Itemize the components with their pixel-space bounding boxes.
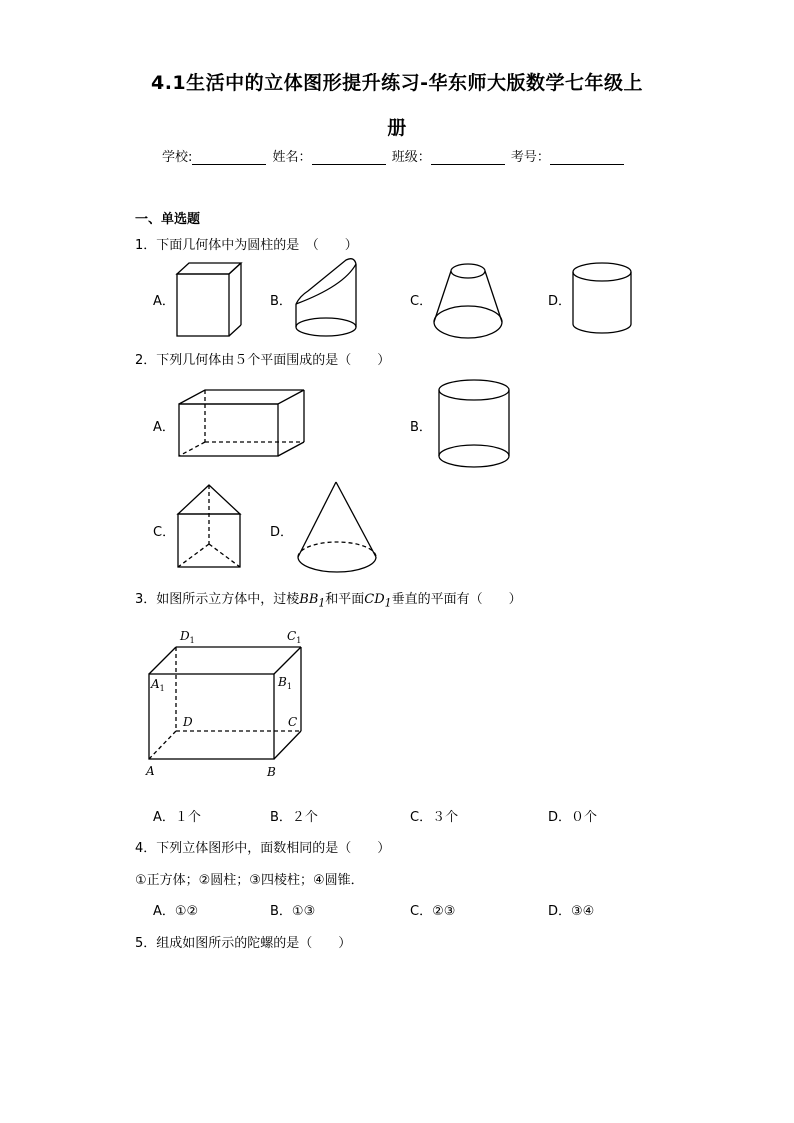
q2-option-a[interactable]: A． [153,420,175,435]
q1-cut-cylinder-figure [294,256,360,340]
exam-number-field[interactable] [550,150,624,165]
label-d1: $D_1$ [180,629,195,645]
page-title: 4.1生活中的立体图形提升练习-华东师大版数学七年级上 [150,72,644,94]
q2-option-b[interactable]: B． [410,420,432,435]
q1-cylinder-figure [572,262,634,336]
q4-option-d[interactable]: D．③④ [548,904,595,919]
name-label: 姓名： [272,150,312,165]
class-label: 班级： [391,150,431,165]
q4-option-b[interactable]: B．①③ [270,904,316,919]
q3-cube-figure [146,625,316,785]
q4-option-a[interactable]: A．①② [153,904,199,919]
label-b1: $B_1$ [278,675,292,691]
question-4: 4．下列立体图形中，面数相同的是（ ） [135,841,391,856]
q1-option-b[interactable]: B． [270,294,292,309]
q3-option-d[interactable]: D．０个 [548,810,598,825]
q3-option-a[interactable]: A．１个 [153,810,201,825]
q4-option-c[interactable]: C．②③ [410,904,456,919]
q2-option-d[interactable]: D． [270,525,294,540]
question-4-detail: ①正方体；②圆柱；③四棱柱；④圆锥． [135,873,364,888]
q2-option-c[interactable]: C． [153,525,176,540]
q1-option-d[interactable]: D． [548,294,572,309]
q2-rectangular-prism-figure [177,389,307,459]
q1-frustum-figure [432,260,504,340]
student-info-row [162,146,626,165]
page-title-continued: 册 [387,117,407,139]
q3-option-b[interactable]: B．２个 [270,810,318,825]
q1-option-c[interactable]: C． [410,294,433,309]
label-c1: $C_1$ [287,629,302,645]
question-5: 5．组成如图所示的陀螺的是（ ） [135,936,352,951]
school-label: 学校: [162,150,193,165]
label-a1: $A_1$ [151,677,165,693]
q2-cone-figure [296,481,380,575]
name-field[interactable] [312,150,386,165]
q1-option-a[interactable]: A． [153,294,175,309]
exam-number-label: 考号： [510,150,550,165]
label-d: D [183,715,193,729]
q2-triangular-prism-figure [176,484,242,570]
question-1: 1．下面几何体中为圆柱的是 （ ） [135,238,358,253]
label-c: C [288,715,298,729]
label-b: B [267,765,276,779]
section-heading: 一、单选题 [135,212,201,227]
class-field[interactable] [431,150,505,165]
question-3: 3．如图所示立方体中，过棱$BB_1$和平面$CD_1$垂直的平面有（ ） [135,592,522,610]
q2-cylinder-figure [437,378,513,470]
school-field[interactable] [192,150,266,165]
question-2: 2．下列几何体由５个平面围成的是（ ） [135,353,391,368]
q3-option-c[interactable]: C．３个 [410,810,459,825]
label-a: A [146,764,155,778]
q1-cube-figure [176,262,242,338]
